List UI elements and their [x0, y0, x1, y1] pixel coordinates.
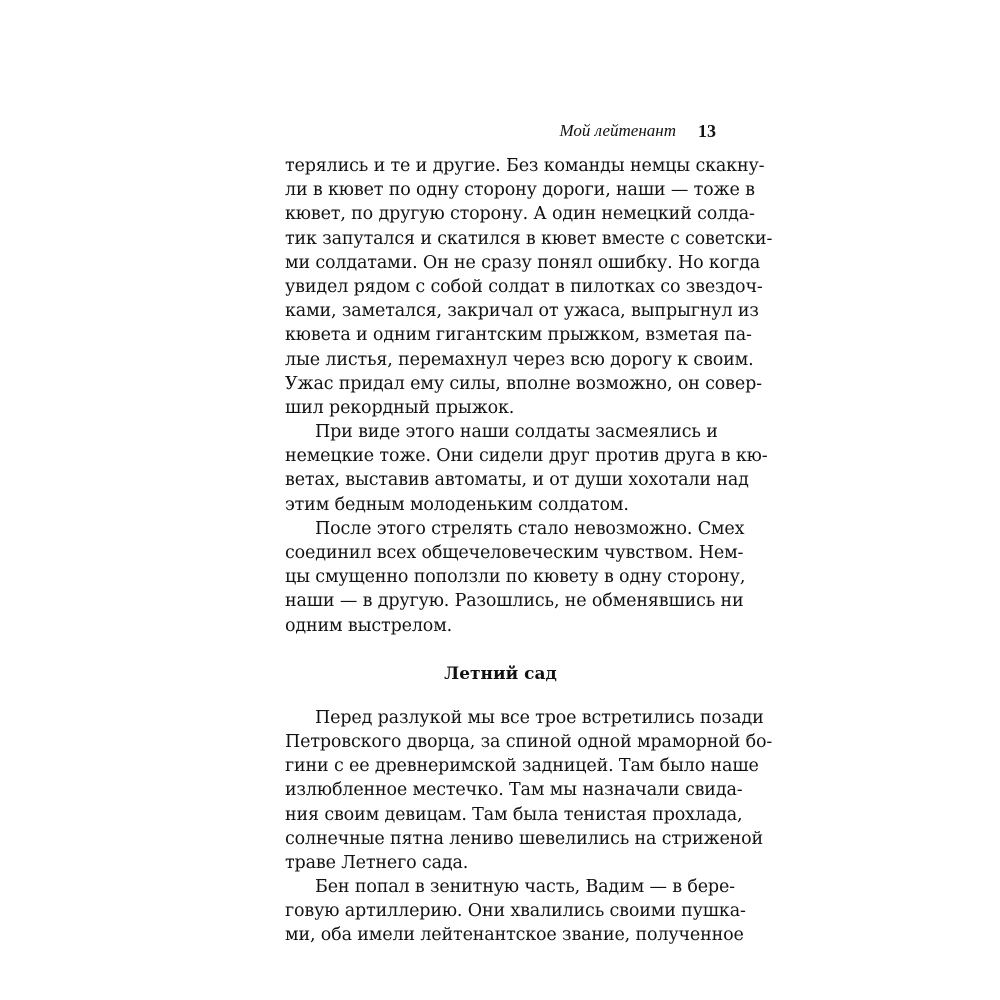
text-line: ками, заметался, закричал от ужаса, выпрыгнул из [285, 301, 759, 322]
text-line: Бен попал в зенитную часть, Вадим — в бере- [315, 877, 735, 898]
text-line: немецкие тоже. Они сидели друг против друга в кю- [285, 446, 768, 467]
text-line: этим бедным молоденьким солдатом. [285, 494, 629, 515]
text-line: ми, оба имели лейтенантское звание, полученное [285, 925, 744, 946]
text-line: терялись и те и другие. Без команды немцы скакну- [285, 156, 765, 176]
text-line: лые листья, перемахнул через всю дорогу к своим. [285, 349, 754, 370]
text-line: наши — в другую. Разошлись, не обменявшись ни [285, 591, 744, 612]
text-line: кювет, по другую сторону. А один немецкий солда- [285, 204, 755, 225]
text-line: гини с ее древнеримской задницей. Там было наше [285, 756, 759, 777]
paragraph [285, 706, 773, 875]
text-line: ветах, выставив автоматы, и от души хохотали над [285, 470, 749, 491]
paragraph [285, 154, 773, 420]
text-line: ния своим девицам. Там была тенистая прохлада, [285, 804, 743, 825]
text-line: ли в кювет по одну сторону дороги, наши — тоже в [285, 180, 755, 201]
text-line: Перед разлукой мы все трое встретились позади [315, 707, 764, 728]
text-line: После этого стрелять стало невозможно. Смех [315, 518, 745, 539]
section-heading: Летний сад [444, 663, 557, 684]
text-line: говую артиллерию. Они хвалились своими пушка- [285, 901, 746, 922]
text-line: излюбленное местечко. Там мы назначали свида- [285, 780, 743, 801]
text-line: Ужас придал ему силы, вполне возможно, он совер- [285, 373, 762, 394]
text-line: кювета и одним гигантским прыжком, взметая па- [285, 325, 752, 346]
paragraphs-before-heading [285, 154, 773, 638]
running-title: Мой лейтенант [559, 121, 676, 140]
body-text [285, 154, 773, 948]
text-line: Петровского дворца, за спиной одной мраморной бо- [285, 731, 773, 752]
text-line: тик запутался и скатился в кювет вместе с советски- [285, 228, 773, 249]
text-line: шил рекордный прыжок. [285, 397, 515, 418]
running-header [559, 120, 716, 142]
text-line: При виде этого наши солдаты засмеялись и [315, 422, 718, 443]
text-line: одним выстрелом. [285, 615, 453, 636]
text-line: цы смущенно поползли по кювету в одну сторону, [285, 567, 746, 588]
paragraph [285, 875, 746, 948]
text-line: соединил всех общечеловеческим чувством. Нем- [285, 543, 744, 563]
text-line: траве Летнего сада. [285, 852, 469, 873]
book-page [285, 116, 773, 946]
paragraph [285, 517, 746, 638]
paragraph [285, 420, 768, 517]
page-number: 13 [698, 120, 716, 141]
text-line: солнечные пятна лениво шевелились на стриженой [285, 828, 764, 849]
paragraphs-after-heading [285, 706, 773, 948]
text-line: ми солдатами. Он не сразу понял ошибку. Но когда [285, 252, 760, 273]
text-line: увидел рядом с собой солдат в пилотках со звездоч- [285, 276, 763, 297]
